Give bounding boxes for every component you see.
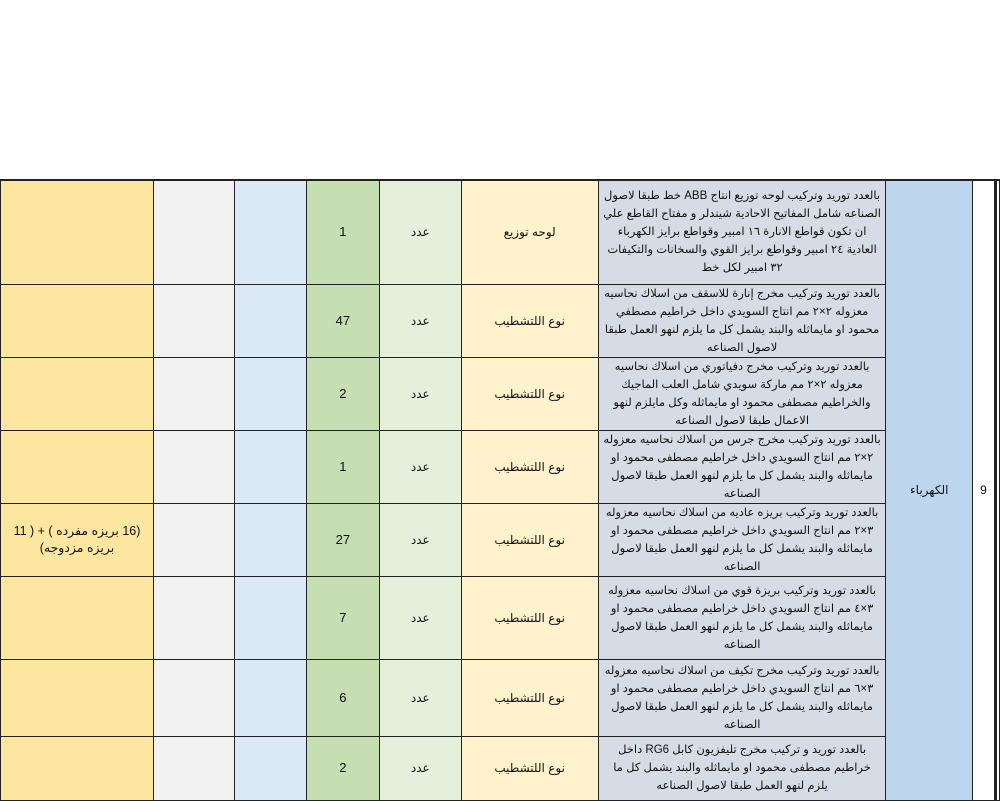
unit-price-cell[interactable] [235,430,306,503]
type-cell[interactable]: نوع اللتشطيب [461,503,598,576]
unit-price-cell[interactable] [235,284,306,357]
notes-cell[interactable] [1,576,154,659]
unit-price-cell[interactable] [235,357,306,430]
unit-cell[interactable]: عدد [380,576,461,659]
total-price-cell[interactable] [153,576,234,659]
unit-cell[interactable]: عدد [380,284,461,357]
table-row [1,659,1000,736]
unit-cell[interactable]: عدد [380,659,461,736]
unit-cell[interactable]: عدد [380,180,461,284]
table-row [1,180,1000,284]
unit-price-cell[interactable] [235,736,306,800]
notes-cell[interactable] [1,180,154,284]
section-name-cell[interactable]: الكهرباء [886,180,973,800]
notes-cell[interactable] [1,284,154,357]
table-row [1,357,1000,430]
total-price-cell[interactable] [153,180,234,284]
description-cell[interactable] [598,576,886,659]
table-row [1,503,1000,576]
quantity-cell[interactable]: 47 [306,284,379,357]
notes-cell[interactable] [1,659,154,736]
notes-cell[interactable] [1,736,154,800]
total-price-cell[interactable] [153,503,234,576]
description-cell[interactable] [598,180,886,284]
description-cell[interactable] [598,659,886,736]
quantity-cell[interactable]: 27 [306,503,379,576]
unit-price-cell[interactable] [235,503,306,576]
total-price-cell[interactable] [153,736,234,800]
sheet-edge-cell [995,180,999,800]
table-row [1,736,1000,800]
total-price-cell[interactable] [153,357,234,430]
quantity-cell[interactable]: 2 [306,736,379,800]
unit-cell[interactable]: عدد [380,430,461,503]
description-cell-text: بالعدد توريد وتركيب مخرج دفياتوري من اسلاك نحاسيه معزوله ٢×٢ مم ماركة سويدي شامل العلب الماجيك والخراطيم مصطفى محمود او مايماثله وكل مايلزم لنهو الاعمال طبقا لاصول الصناعه [613,360,871,427]
section-number-cell[interactable]: 9 [973,180,996,800]
unit-cell[interactable]: عدد [380,503,461,576]
table-row [1,430,1000,503]
description-cell-text: بالعدد توريد وتركيب لوحه توزيع انتاج ABB خط طبقا لاصول الصناعه شامل المفاتيح الاحادية شيندلر و مفتاح القاطع علي ان تكون قواطع الانارة ١٦ امبير وقواطع برايز الكهرباء العادية ٢٤ امبير وقواطع برايز القوي والسخانات والتكيفات ٣٢ امبير لكل خط [603,190,881,275]
unit-price-cell[interactable] [235,576,306,659]
description-cell[interactable] [598,736,886,800]
notes-cell[interactable] [1,357,154,430]
table-body [1,180,1000,800]
quantity-cell[interactable]: 7 [306,576,379,659]
type-cell[interactable]: نوع اللتشطيب [461,736,598,800]
type-cell[interactable]: نوع اللتشطيب [461,659,598,736]
type-cell[interactable]: نوع اللتشطيب [461,576,598,659]
quantity-cell[interactable]: 1 [306,430,379,503]
unit-price-cell[interactable] [235,659,306,736]
quantity-cell[interactable]: 2 [306,357,379,430]
description-cell-text: بالعدد توريد و تركيب مخرج تليفزيون كابل RG6 داخل خراطيم مصطفى محمود او مايماثله والبند يشمل كل ما يلزم لنهو العمل طبقا لاصول الصناعه [613,744,871,792]
unit-cell[interactable]: عدد [380,357,461,430]
unit-cell[interactable]: عدد [380,736,461,800]
total-price-cell[interactable] [153,284,234,357]
description-cell-text: بالعدد توريد وتركيب مخرج تكيف من اسلاك نحاسيه معزوله ٣×٦ مم انتاج السويدي داخل خراطيم مصطفى محمود او مايماثله والبند يشمل كل ما يلزم لنهو العمل طبقا لاصول الصناعه [604,664,880,731]
description-cell-text: بالعدد توريد وتركيب بريزه عاديه من اسلاك نحاسيه معزوله ٣×٢ مم انتاج السويدي داخل خراطيم مصطفى محمود او مايماثله والبند يشمل كل ما يلزم لنهو العمل طبقا لاصول الصناعه [605,506,879,573]
notes-cell-text: (16 بريزه مفرده ) + ( 11 بريزه مزدوجه) [13,523,141,555]
description-cell-text: بالعدد توريد وتركيب بريزة قوي من اسلاك نحاسيه معزوله ٣×٤ مم انتاج السويدي داخل خراطيم مصطفى محمود او مايماثله والبند يشمل كل ما يلزم لنهو العمل طبقا لاصول الصناعه [608,584,877,651]
type-cell[interactable]: نوع اللتشطيب [461,357,598,430]
notes-cell[interactable] [1,430,154,503]
description-cell[interactable] [598,503,886,576]
electrical-bill-of-quantities-table [0,179,1000,801]
description-cell-text: بالعدد توريد وتركيب مخرج إنارة للاسقف من اسلاك نحاسيه معزوله ٢×٢ مم انتاج السويدي داخل خراطيم مصطفي محمود او مايماثله والبند يشمل كل ما يلزم لنهو العمل طبقا لاصول الصناعه [604,287,880,354]
description-cell[interactable] [598,430,886,503]
type-cell[interactable]: لوحه توزيع [461,180,598,284]
notes-cell[interactable] [1,503,154,576]
total-price-cell[interactable] [153,430,234,503]
unit-price-cell[interactable] [235,180,306,284]
quantity-cell[interactable]: 6 [306,659,379,736]
table-row [1,284,1000,357]
description-cell[interactable] [598,357,886,430]
type-cell[interactable]: نوع اللتشطيب [461,284,598,357]
quantity-cell[interactable]: 1 [306,180,379,284]
total-price-cell[interactable] [153,659,234,736]
description-cell-text: بالعدد توريد وتركيب مخرج جرس من اسلاك نحاسيه معزوله ٢×٢ مم انتاج السويدي داخل خراطيم مصطفى محمود او مايماثله والبند يشمل كل ما يلزم لنهو العمل طبقا لاصول الصناعه [603,433,881,500]
description-cell[interactable] [598,284,886,357]
type-cell[interactable]: نوع اللتشطيب [461,430,598,503]
table-row [1,576,1000,659]
